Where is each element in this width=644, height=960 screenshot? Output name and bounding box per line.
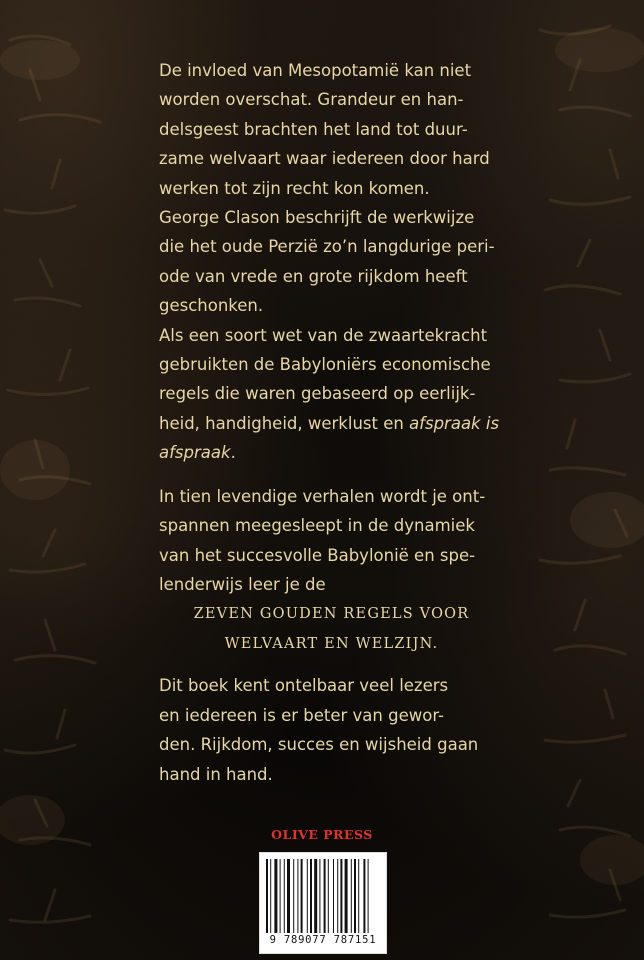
text-line: regels die waren gebaseerd op eerlijk- — [159, 384, 476, 404]
text-line: en iedereen is er beter van gewor- — [159, 705, 444, 725]
barcode-bar — [266, 859, 268, 933]
barcode-bar — [340, 859, 342, 933]
text-line: worden overschat. Grandeur en han- — [159, 90, 464, 110]
barcode-bar — [368, 859, 369, 933]
paragraph-3 — [159, 482, 504, 600]
barcode-bar — [337, 859, 338, 933]
text-line: hand in hand. — [159, 764, 273, 784]
barcode-bar — [287, 859, 290, 933]
barcode-bar — [319, 859, 320, 933]
barcode-bar — [297, 859, 298, 933]
barcode-bar — [354, 859, 356, 933]
barcode-bar — [274, 859, 277, 933]
publisher-logo: OLIVE PRESS — [271, 827, 373, 842]
paragraph-2 — [159, 321, 504, 468]
italic-phrase: afspraak is — [409, 413, 500, 433]
caps-line: WELVAART EN WELZIJN. — [224, 636, 439, 653]
text-line: spannen meegesleept in de dynamiek — [159, 516, 475, 536]
barcode-bar — [301, 859, 303, 933]
text-line: zame welvaart waar iedereen door hard — [159, 149, 490, 169]
barcode — [259, 852, 387, 954]
text-line: De invloed van Mesopotamië kan niet — [159, 61, 472, 80]
barcode-bar — [284, 859, 285, 933]
text-line: George Clason beschrijft de werkwijze — [159, 208, 475, 228]
text-line: Als een soort wet van de zwaartekracht — [159, 325, 488, 345]
barcode-bar — [345, 859, 348, 933]
barcode-bar — [324, 859, 326, 933]
barcode-bars — [264, 859, 382, 933]
text-line: ode van vrede en grote rijkdom heeft — [159, 266, 468, 286]
barcode-bar — [270, 859, 271, 933]
barcode-bar — [314, 859, 317, 933]
text-line: geschonken. — [159, 296, 264, 316]
barcode-bar — [293, 859, 294, 933]
text-line: delsgeest brachten het land tot duur- — [159, 119, 468, 139]
text-line: gebruikten de Babyloniërs economische — [159, 355, 491, 375]
text-line: werken tot zijn recht kon komen. — [159, 178, 430, 198]
barcode-bar — [280, 859, 281, 933]
caps-line: ZEVEN GOUDEN REGELS VOOR — [193, 606, 470, 623]
caps-heading — [159, 599, 504, 659]
text-line: In tien levendige verhalen wordt je ont- — [159, 486, 486, 506]
text-line: Dit boek kent ontelbaar veel lezers — [159, 676, 449, 696]
paragraph-4 — [159, 671, 504, 789]
barcode-bar — [363, 859, 365, 933]
isbn-number: 9 789077 787151 — [269, 934, 377, 946]
paragraph-1 — [159, 56, 504, 321]
barcode-bar — [333, 859, 334, 933]
text-line: den. Rijkdom, succes en wijsheid gaan — [159, 735, 479, 755]
text-line: die het oude Perzië zo’n langdurige peri- — [159, 237, 495, 257]
text-line: . — [230, 443, 236, 463]
barcode-bar — [310, 859, 312, 933]
barcode-bar — [307, 859, 308, 933]
text-line: lenderwijs leer je de — [159, 574, 326, 594]
barcode-bar — [328, 859, 329, 933]
text-line: van het succesvolle Babylonië en spe- — [159, 545, 476, 565]
barcode-bar — [351, 859, 352, 933]
barcode-bar — [358, 859, 359, 933]
back-cover-text — [159, 56, 504, 789]
italic-phrase: afspraak — [159, 443, 231, 463]
text-line: heid, handigheid, werklust en — [159, 413, 410, 433]
